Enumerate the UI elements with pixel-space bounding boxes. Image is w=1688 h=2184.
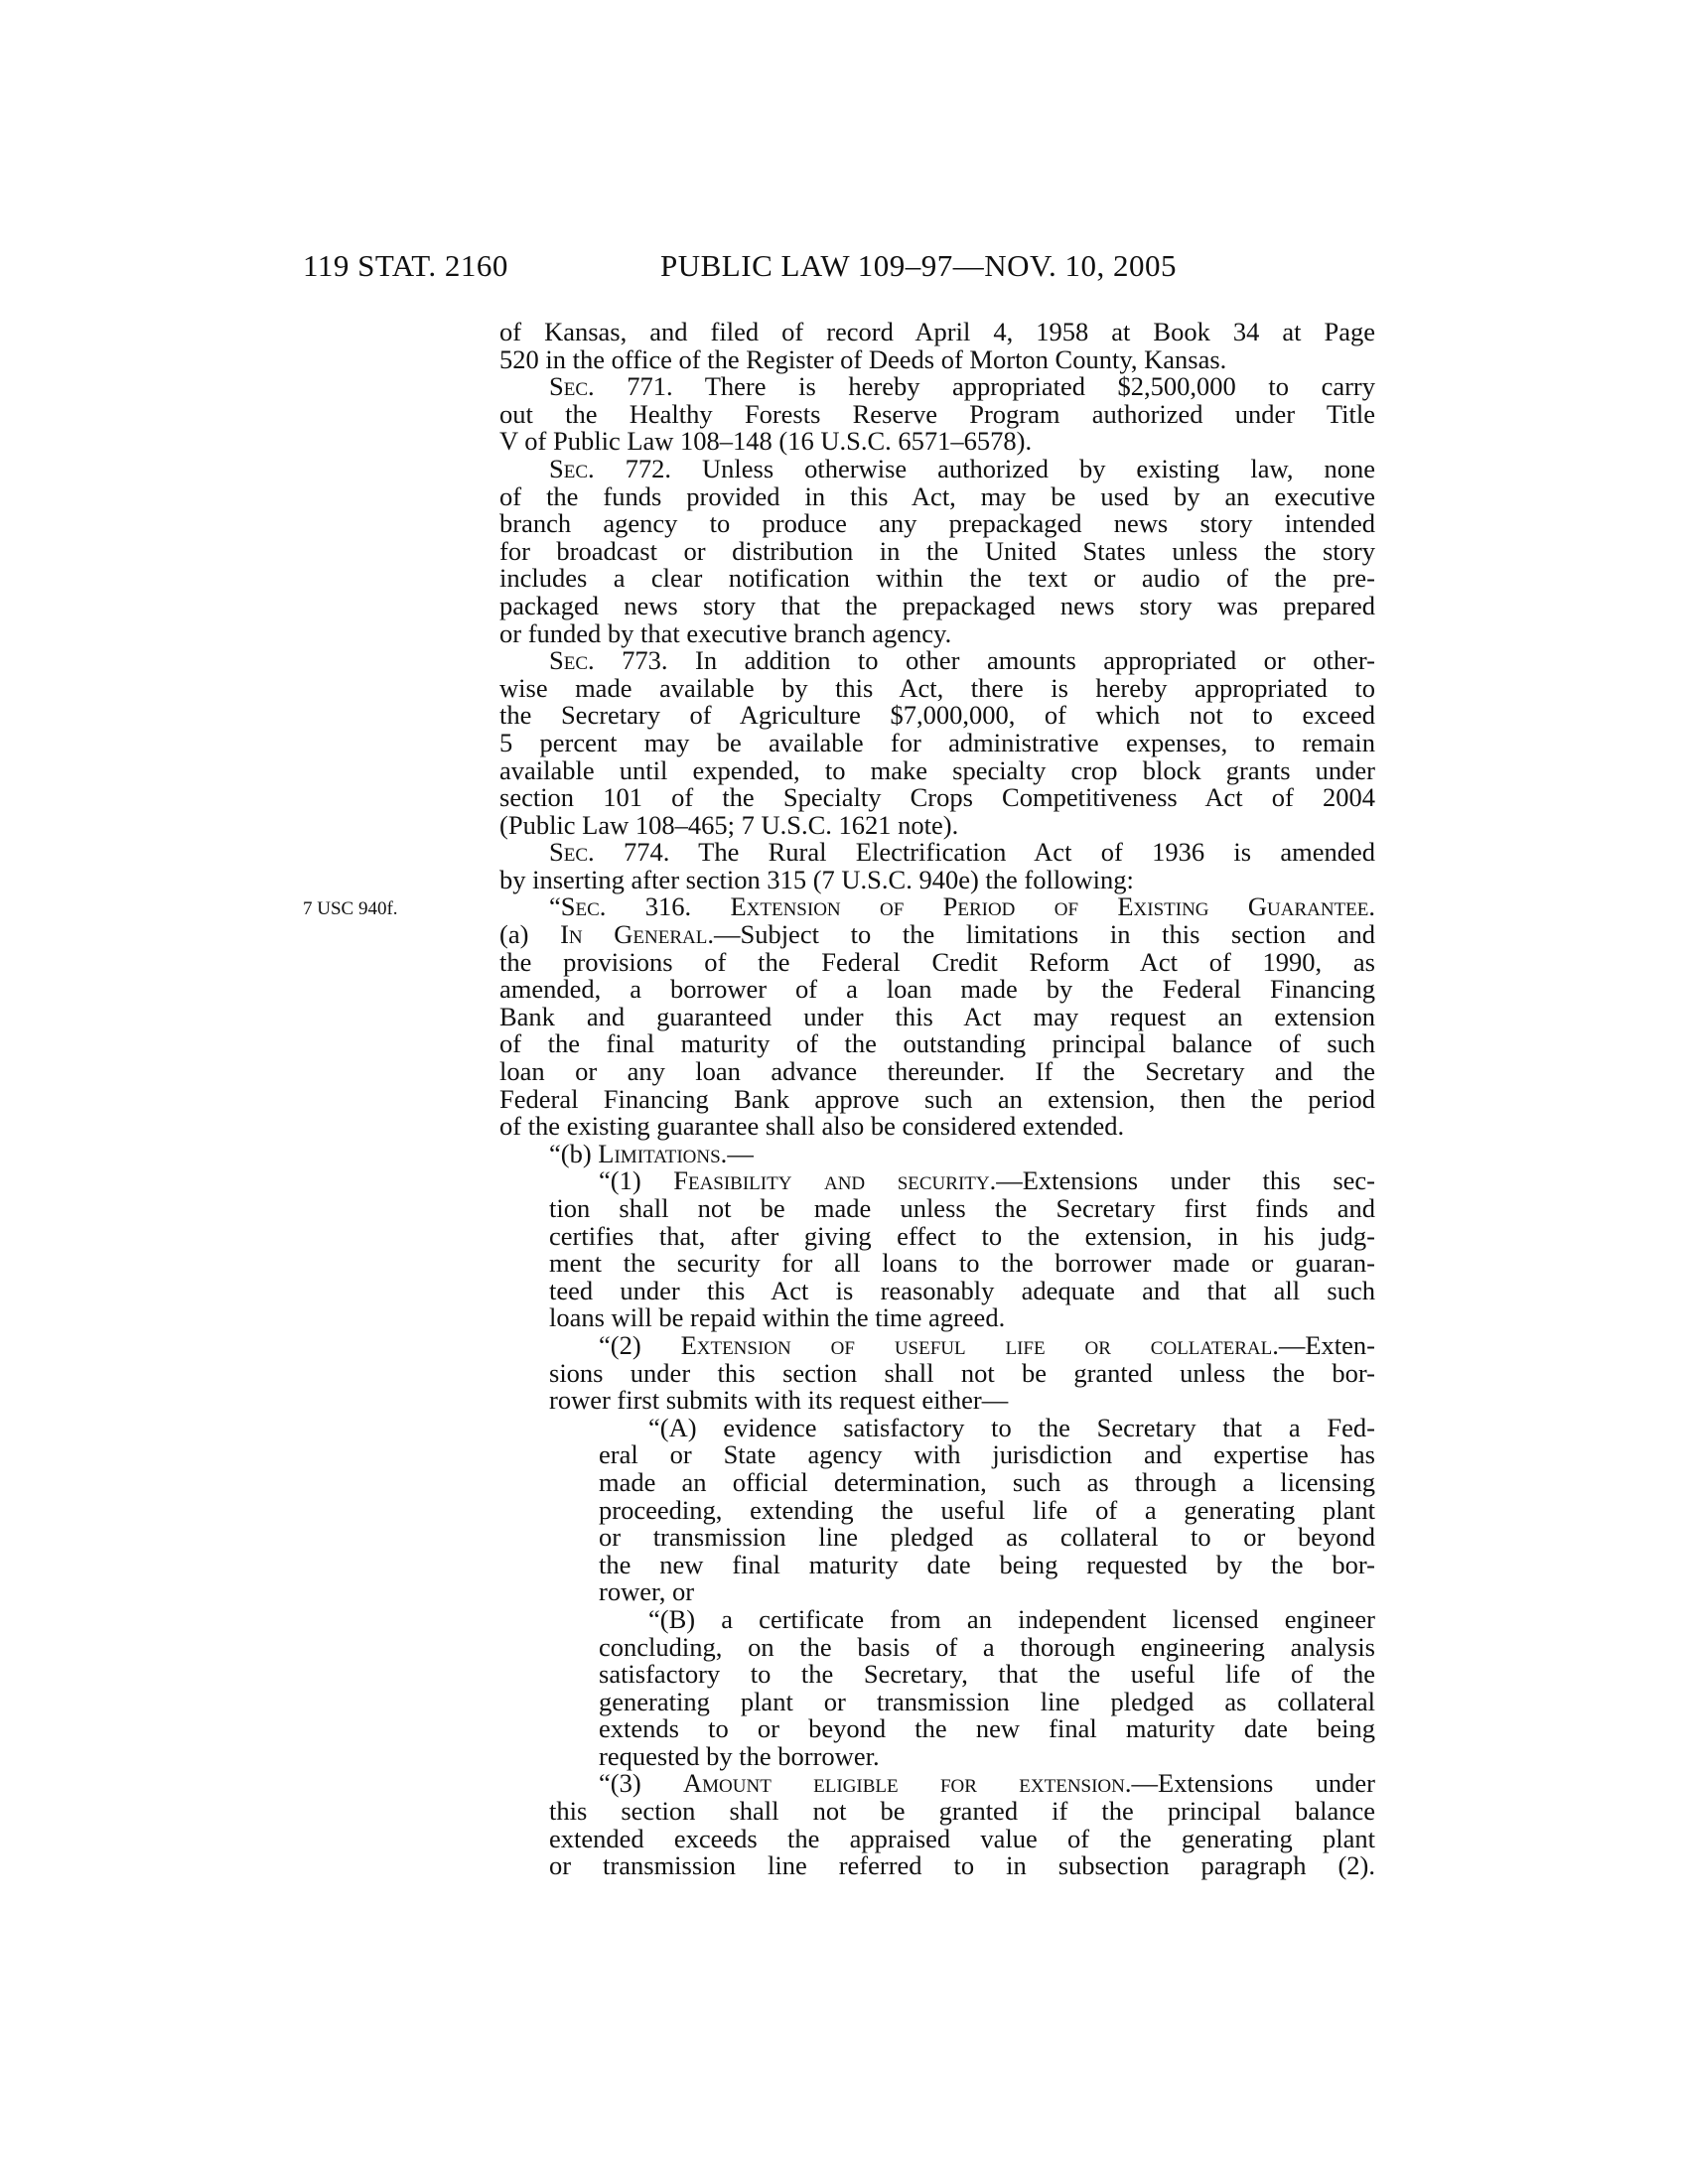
section-774-line: Sec. 774. The Rural Electrification Act of 1936 is amended [549, 837, 1375, 868]
subparagraph-a-line: “(A) evidence satisfactory to the Secretary that a Fed- [648, 1412, 1375, 1442]
text-line: generating plant or transmission line pledged as collateral [599, 1686, 1375, 1716]
text-line: for broadcast or distribution in the United States unless the story [499, 535, 1375, 566]
text-line: of Kansas, and filed of record April 4, 1958 at Book 34 at Page [499, 317, 1375, 346]
sec-label: Sec. [549, 453, 595, 483]
section-773-line: Sec. 773. In addition to other amounts appropriated or other- [549, 645, 1375, 676]
statute-page-number: 119 STAT. 2160 [303, 248, 508, 283]
text-line: V of Public Law 108–148 (16 U.S.C. 6571–6578). [499, 426, 1033, 457]
text-line: eral or State agency with jurisdiction and expertise has [599, 1439, 1375, 1470]
text-line: Bank and guaranteed under this Act may request an extension [499, 1001, 1375, 1031]
text-line: the Secretary of Agriculture $7,000,000, of which not to exceed [499, 700, 1375, 731]
running-head: PUBLIC LAW 109–97—NOV. 10, 2005 [660, 248, 1177, 283]
text-line: or funded by that executive branch agency. [499, 617, 952, 648]
text-line: teed under this Act is reasonably adequate and that all such [549, 1275, 1375, 1305]
text-line: satisfactory to the Secretary, that the useful life of the [599, 1659, 1375, 1690]
page-header [0, 246, 1688, 286]
margin-citation: 7 USC 940f. [303, 898, 398, 919]
text-line: extended exceeds the appraised value of the generating plant [549, 1823, 1375, 1853]
text-line: ment the security for all loans to the borrower made or guaran- [549, 1248, 1375, 1279]
text-line: loans will be repaid within the time agreed. [549, 1302, 1006, 1333]
text-line: made an official determination, such as through a licensing [599, 1466, 1375, 1497]
text-line: concluding, on the basis of a thorough engineering analysis [599, 1631, 1375, 1662]
paragraph-1-line: “(1) Feasibility and security.—Extensions under this sec- [599, 1165, 1375, 1196]
text-line: amended, a borrower of a loan made by the Federal Financing [499, 974, 1375, 1005]
sec-label: Sec. [549, 837, 595, 868]
subparagraph-b-line: “(B) a certificate from an independent licensed engineer [648, 1603, 1375, 1634]
text-line: packaged news story that the prepackaged news story was prepared [499, 590, 1375, 620]
paragraph-2-line: “(2) Extension of useful life or collateral.—Exten- [599, 1329, 1375, 1360]
body-text [499, 319, 1375, 1880]
text-line: 5 percent may be available for administrative expenses, to remain [499, 727, 1375, 757]
text-line: this section shall not be granted if the principal balance [549, 1796, 1375, 1827]
text-line: includes a clear notification within the text or audio of the pre- [499, 563, 1375, 594]
text-line: of the existing guarantee shall also be considered extended. [499, 1111, 1125, 1142]
text-line: loan or any loan advance thereunder. If the Secretary and the [499, 1056, 1375, 1087]
text-line: rower, or [599, 1576, 695, 1607]
text-line: out the Healthy Forests Reserve Program authorized under Title [499, 398, 1375, 429]
text-line: tion shall not be made unless the Secretary first finds and [549, 1193, 1375, 1223]
text-line: 520 in the office of the Register of Deeds of Morton County, Kansas. [499, 343, 1227, 374]
text-line: or transmission line referred to in subsection paragraph (2). [549, 1850, 1375, 1881]
paragraph-3-line: “(3) Amount eligible for extension.—Extensions under [599, 1768, 1375, 1799]
subsection-a-line: (a) In General.—Subject to the limitations in this section and [499, 919, 1375, 950]
sec-label: Sec. [549, 371, 595, 402]
text-line: wise made available by this Act, there is hereby appropriated to [499, 672, 1375, 703]
text-line: section 101 of the Specialty Crops Competitiveness Act of 2004 [499, 782, 1375, 813]
section-771-line: Sec. 771. There is hereby appropriated $2,500,000 to carry [549, 371, 1375, 402]
text-line: the new final maturity date being requested by the bor- [599, 1549, 1375, 1579]
text-line: of the funds provided in this Act, may be used by an executive [499, 480, 1375, 511]
text-line: or transmission line pledged as collateral to or beyond [599, 1522, 1375, 1553]
text-line: available until expended, to make specialty crop block grants under [499, 754, 1375, 785]
text-line: sions under this section shall not be granted unless the bor- [549, 1357, 1375, 1388]
text-line: extends to or beyond the new final maturity date being [599, 1713, 1375, 1744]
sec-label: Sec. [549, 645, 595, 676]
text-line: by inserting after section 315 (7 U.S.C. 940e) the following: [499, 864, 1134, 894]
text-line: (Public Law 108–465; 7 U.S.C. 1621 note). [499, 809, 959, 840]
text-line: branch agency to produce any prepackaged news story intended [499, 508, 1375, 539]
text-line: requested by the borrower. [599, 1740, 880, 1771]
text-line: proceeding, extending the useful life of a generating plant [599, 1494, 1375, 1525]
text-line: rower first submits with its request either— [549, 1385, 1009, 1416]
text-line: of the final maturity of the outstanding principal balance of such [499, 1028, 1375, 1059]
section-316-heading: “Sec. 316. Extension of Period of Existing Guarantee. [549, 891, 1375, 922]
text-line: Federal Financing Bank approve such an extension, then the period [499, 1083, 1375, 1114]
section-772-line: Sec. 772. Unless otherwise authorized by existing law, none [549, 453, 1375, 483]
subsection-b-heading: “(b) Limitations.— [549, 1138, 754, 1168]
text-line: certifies that, after giving effect to the extension, in his judg- [549, 1220, 1375, 1251]
text-line: the provisions of the Federal Credit Reform Act of 1990, as [499, 946, 1375, 977]
